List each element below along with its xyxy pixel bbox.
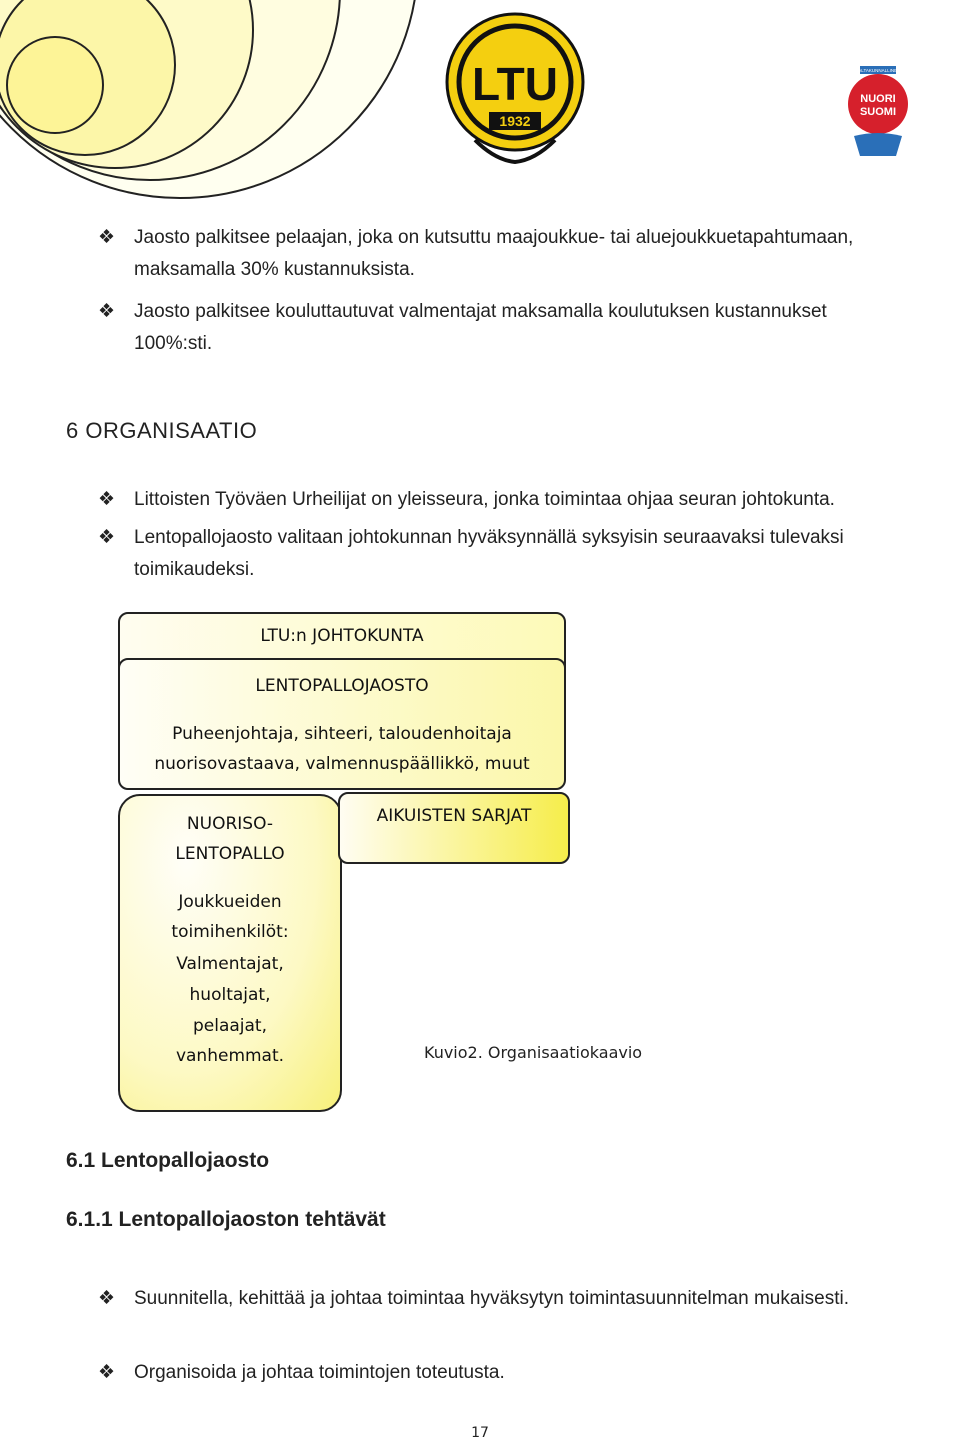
list-item-line: maksamalla 30% kustannuksista. bbox=[134, 259, 415, 280]
org-box-title: LTU:n JOHTOKUNTA bbox=[260, 626, 424, 646]
diamond-bullet-icon: ❖ bbox=[98, 527, 116, 548]
org-box-title: AIKUISTEN SARJAT bbox=[376, 806, 532, 826]
list-item bbox=[98, 1283, 958, 1315]
header-circles-decoration bbox=[0, 0, 500, 200]
diamond-bullet-icon: ❖ bbox=[98, 489, 116, 510]
org-box-title: NUORISO- bbox=[186, 814, 274, 834]
list-item bbox=[98, 296, 958, 360]
org-box-line: Joukkueiden bbox=[178, 892, 282, 912]
section-heading: 6 ORGANISAATIO bbox=[66, 418, 258, 443]
list-item-line: Lentopallojaosto valitaan johtokunnan hyväksynnällä syksyisin seuraavaksi tulevaksi bbox=[134, 527, 844, 548]
diamond-bullet-icon: ❖ bbox=[98, 1288, 116, 1309]
org-box-line: pelaajat, bbox=[192, 1016, 268, 1036]
org-box-line: vanhemmat. bbox=[175, 1046, 285, 1066]
list-item bbox=[98, 1357, 958, 1389]
list-item-line: Jaosto palkitsee pelaajan, joka on kutsuttu maajoukkue- tai aluejoukkuetapahtumaan, bbox=[134, 227, 854, 248]
list-item-line: Littoisten Työväen Urheilijat on yleisseura, jonka toimintaa ohjaa seuran johtokunta. bbox=[134, 489, 835, 510]
nuori-suomi-top-text: VALTAKUNNALLINEN bbox=[855, 68, 901, 73]
ltu-logo-year: 1932 bbox=[499, 113, 531, 129]
list-item bbox=[98, 484, 958, 516]
list-item-line: Jaosto palkitsee kouluttautuvat valmentajat maksamalla koulutuksen kustannukset bbox=[134, 301, 827, 322]
ltu-logo-text: LTU bbox=[471, 58, 559, 110]
org-box-line: Valmentajat, bbox=[176, 954, 284, 974]
org-box-line: Puheenjohtaja, sihteeri, taloudenhoitaja bbox=[172, 724, 512, 744]
org-box-lentopallojaosto bbox=[118, 658, 566, 790]
list-item-line: 100%:sti. bbox=[134, 333, 213, 354]
list-item-line: Organisoida ja johtaa toimintojen toteutusta. bbox=[134, 1362, 505, 1383]
diamond-bullet-icon: ❖ bbox=[98, 1362, 116, 1383]
org-box-title: LENTOPALLOJAOSTO bbox=[255, 676, 429, 696]
subsection-heading: 6.1.1 Lentopallojaoston tehtävät bbox=[66, 1208, 386, 1231]
org-box-line: nuorisovastaava, valmennuspäällikkö, muut bbox=[154, 754, 530, 774]
ltu-logo bbox=[445, 0, 585, 172]
diamond-bullet-icon: ❖ bbox=[98, 227, 116, 248]
nuori-suomi-logo bbox=[838, 60, 918, 160]
subsection-heading: 6.1 Lentopallojaosto bbox=[66, 1149, 270, 1172]
list-item bbox=[98, 522, 958, 586]
page-number: 17 bbox=[471, 1425, 489, 1441]
nuori-suomi-text-2: SUOMI bbox=[859, 106, 897, 118]
nuori-suomi-text-1: NUORI bbox=[860, 93, 896, 105]
list-item-line: toimikaudeksi. bbox=[134, 559, 255, 580]
org-box-nuorisolentopallo bbox=[118, 794, 342, 1112]
figure-caption: Kuvio2. Organisaatiokaavio bbox=[424, 1043, 643, 1062]
list-item bbox=[98, 222, 958, 286]
diamond-bullet-icon: ❖ bbox=[98, 301, 116, 322]
org-box-aikuisten-sarjat bbox=[338, 792, 570, 864]
org-box-line: toimihenkilöt: bbox=[171, 922, 289, 942]
org-box-line: huoltajat, bbox=[189, 985, 271, 1005]
list-item-line: Suunnitella, kehittää ja johtaa toimintaa hyväksytyn toimintasuunnitelman mukaisesti. bbox=[134, 1288, 849, 1309]
org-box-title: LENTOPALLO bbox=[175, 844, 285, 864]
